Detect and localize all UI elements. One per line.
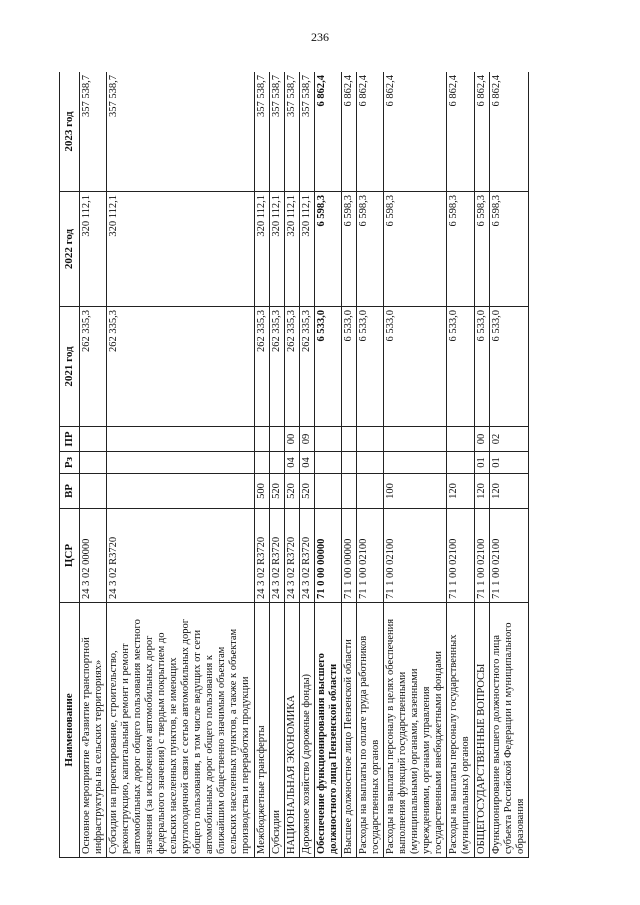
cell-rz xyxy=(106,452,254,474)
cell-pr xyxy=(384,427,447,452)
cell-name: ОБЩЕГОСУДАРСТВЕННЫЕ ВОПРОСЫ xyxy=(474,603,489,858)
cell-pr: 09 xyxy=(299,427,314,452)
cell-2023: 357 538,7 xyxy=(269,72,284,192)
cell-2023: 6 862,4 xyxy=(356,72,383,192)
table-row xyxy=(79,72,106,858)
cell-2022: 6 598,3 xyxy=(384,192,447,307)
table-row xyxy=(314,72,341,858)
cell-2022: 320 112,1 xyxy=(106,192,254,307)
cell-name: Расходы на выплаты персоналу в целях обеспечения выполнения функций государственными (муниципальными) органами, казенными учреждениями, органами управления государственными внебюджетными фондами xyxy=(384,603,447,858)
cell-rz: 01 xyxy=(474,452,489,474)
header-csr: ЦСР xyxy=(60,509,80,603)
cell-2022: 6 598,3 xyxy=(314,192,341,307)
cell-csr: 24 3 02 R3720 xyxy=(254,509,269,603)
header-2022: 2022 год xyxy=(60,192,80,307)
cell-2023: 357 538,7 xyxy=(79,72,106,192)
cell-2022: 6 598,3 xyxy=(474,192,489,307)
cell-csr: 24 3 02 R3720 xyxy=(106,509,254,603)
cell-2021: 262 335,3 xyxy=(79,307,106,427)
cell-2023: 6 862,4 xyxy=(384,72,447,192)
cell-2022: 6 598,3 xyxy=(341,192,356,307)
cell-csr: 71 1 00 02100 xyxy=(356,509,383,603)
table-body xyxy=(79,72,528,858)
cell-2023: 357 538,7 xyxy=(106,72,254,192)
cell-2023: 357 538,7 xyxy=(299,72,314,192)
cell-2023: 6 862,4 xyxy=(314,72,341,192)
cell-rz xyxy=(341,452,356,474)
cell-name: Расходы на выплаты по оплате труда работников государственных органов xyxy=(356,603,383,858)
cell-2021: 6 533,0 xyxy=(314,307,341,427)
cell-2021: 262 335,3 xyxy=(299,307,314,427)
cell-name: НАЦИОНАЛЬНАЯ ЭКОНОМИКА xyxy=(284,603,299,858)
header-2021: 2021 год xyxy=(60,307,80,427)
cell-name: Функционирование высшего должностного лица субъекта Российской Федерации и муниципального образования xyxy=(489,603,528,858)
cell-name: Субсидии на проектирование, строительство, реконструкцию, капитальный ремонт и ремонт автомобильных дорог общего пользования местного значения (за исключением автомобильных дорог федерального значения) с твердым покрытием до сельских населенных пунктов, не имеющих круглогодичной связи с сетью автомобильных дорог общего пользования, в том числе ведущих от сети автомобильных дорог общего пользования к ближайшим общественно значимым объектам сельских населенных пунктов, а также к объектам производства и переработки продукции xyxy=(106,603,254,858)
table-header-row xyxy=(60,72,80,858)
cell-2022: 320 112,1 xyxy=(79,192,106,307)
header-2023: 2023 год xyxy=(60,72,80,192)
cell-pr xyxy=(79,427,106,452)
cell-vr: 120 xyxy=(474,474,489,509)
table-row xyxy=(341,72,356,858)
cell-name: Основное мероприятие «Развитие транспортной инфраструктуры на сельских территориях» xyxy=(79,603,106,858)
cell-vr xyxy=(106,474,254,509)
cell-2021: 6 533,0 xyxy=(489,307,528,427)
cell-csr: 71 1 00 02100 xyxy=(447,509,474,603)
cell-vr: 120 xyxy=(489,474,528,509)
cell-2022: 320 112,1 xyxy=(269,192,284,307)
cell-rz xyxy=(79,452,106,474)
cell-2021: 6 533,0 xyxy=(341,307,356,427)
table-row xyxy=(269,72,284,858)
cell-vr: 500 xyxy=(254,474,269,509)
cell-2022: 320 112,1 xyxy=(299,192,314,307)
cell-rz xyxy=(269,452,284,474)
cell-pr: 02 xyxy=(489,427,528,452)
cell-vr: 120 xyxy=(447,474,474,509)
cell-2022: 6 598,3 xyxy=(447,192,474,307)
header-vr: ВР xyxy=(60,474,80,509)
table-row xyxy=(299,72,314,858)
rotated-table-container xyxy=(59,72,551,858)
cell-2023: 6 862,4 xyxy=(489,72,528,192)
cell-csr: 71 0 00 00000 xyxy=(314,509,341,603)
cell-2022: 320 112,1 xyxy=(284,192,299,307)
cell-csr: 24 3 02 R3720 xyxy=(269,509,284,603)
cell-2021: 262 335,3 xyxy=(269,307,284,427)
cell-2021: 262 335,3 xyxy=(106,307,254,427)
cell-csr: 24 3 02 00000 xyxy=(79,509,106,603)
cell-rz: 01 xyxy=(489,452,528,474)
cell-2021: 6 533,0 xyxy=(384,307,447,427)
cell-csr: 24 3 02 R3720 xyxy=(284,509,299,603)
cell-rz xyxy=(447,452,474,474)
cell-csr: 71 1 00 00000 xyxy=(341,509,356,603)
cell-2023: 357 538,7 xyxy=(284,72,299,192)
cell-csr: 71 1 00 02100 xyxy=(489,509,528,603)
cell-2021: 262 335,3 xyxy=(284,307,299,427)
header-name: Наименование xyxy=(60,603,80,858)
table-row xyxy=(447,72,474,858)
cell-name: Расходы на выплаты персоналу государственных (муниципальных) органов xyxy=(447,603,474,858)
header-rz: Рз xyxy=(60,452,80,474)
table-row xyxy=(284,72,299,858)
table-row xyxy=(106,72,254,858)
cell-2023: 6 862,4 xyxy=(447,72,474,192)
cell-pr xyxy=(254,427,269,452)
page-number: 236 xyxy=(311,30,329,44)
cell-csr: 71 1 00 02100 xyxy=(474,509,489,603)
cell-2021: 6 533,0 xyxy=(356,307,383,427)
cell-vr xyxy=(79,474,106,509)
table-row xyxy=(254,72,269,858)
cell-name: Дорожное хозяйство (дорожные фонды) xyxy=(299,603,314,858)
cell-2023: 6 862,4 xyxy=(341,72,356,192)
cell-vr: 520 xyxy=(299,474,314,509)
cell-vr: 100 xyxy=(384,474,447,509)
cell-2022: 6 598,3 xyxy=(489,192,528,307)
cell-vr xyxy=(341,474,356,509)
cell-pr xyxy=(341,427,356,452)
cell-name: Обеспечение функционирования высшего должностного лица Пензенской области xyxy=(314,603,341,858)
cell-rz: 04 xyxy=(284,452,299,474)
cell-2022: 320 112,1 xyxy=(254,192,269,307)
table-row xyxy=(474,72,489,858)
cell-2022: 6 598,3 xyxy=(356,192,383,307)
cell-csr: 71 1 00 02100 xyxy=(384,509,447,603)
cell-vr: 520 xyxy=(269,474,284,509)
cell-rz xyxy=(384,452,447,474)
cell-pr xyxy=(447,427,474,452)
cell-2023: 6 862,4 xyxy=(474,72,489,192)
cell-name: Субсидии xyxy=(269,603,284,858)
cell-pr: 00 xyxy=(284,427,299,452)
cell-2023: 357 538,7 xyxy=(254,72,269,192)
table-row xyxy=(489,72,528,858)
cell-vr xyxy=(356,474,383,509)
budget-table xyxy=(59,72,529,858)
header-pr: ПР xyxy=(60,427,80,452)
cell-name: Высшее должностное лицо Пензенской области xyxy=(341,603,356,858)
cell-2021: 6 533,0 xyxy=(447,307,474,427)
cell-name: Межбюджетные трансферты xyxy=(254,603,269,858)
cell-pr xyxy=(106,427,254,452)
cell-rz: 04 xyxy=(299,452,314,474)
cell-rz xyxy=(314,452,341,474)
cell-pr xyxy=(314,427,341,452)
cell-csr: 24 3 02 R3720 xyxy=(299,509,314,603)
cell-vr xyxy=(314,474,341,509)
rotated-table-area xyxy=(59,72,551,858)
cell-vr: 520 xyxy=(284,474,299,509)
table-row xyxy=(356,72,383,858)
cell-pr xyxy=(356,427,383,452)
cell-rz xyxy=(254,452,269,474)
cell-pr: 00 xyxy=(474,427,489,452)
table-row xyxy=(384,72,447,858)
cell-2021: 6 533,0 xyxy=(474,307,489,427)
cell-rz xyxy=(356,452,383,474)
cell-2021: 262 335,3 xyxy=(254,307,269,427)
cell-pr xyxy=(269,427,284,452)
